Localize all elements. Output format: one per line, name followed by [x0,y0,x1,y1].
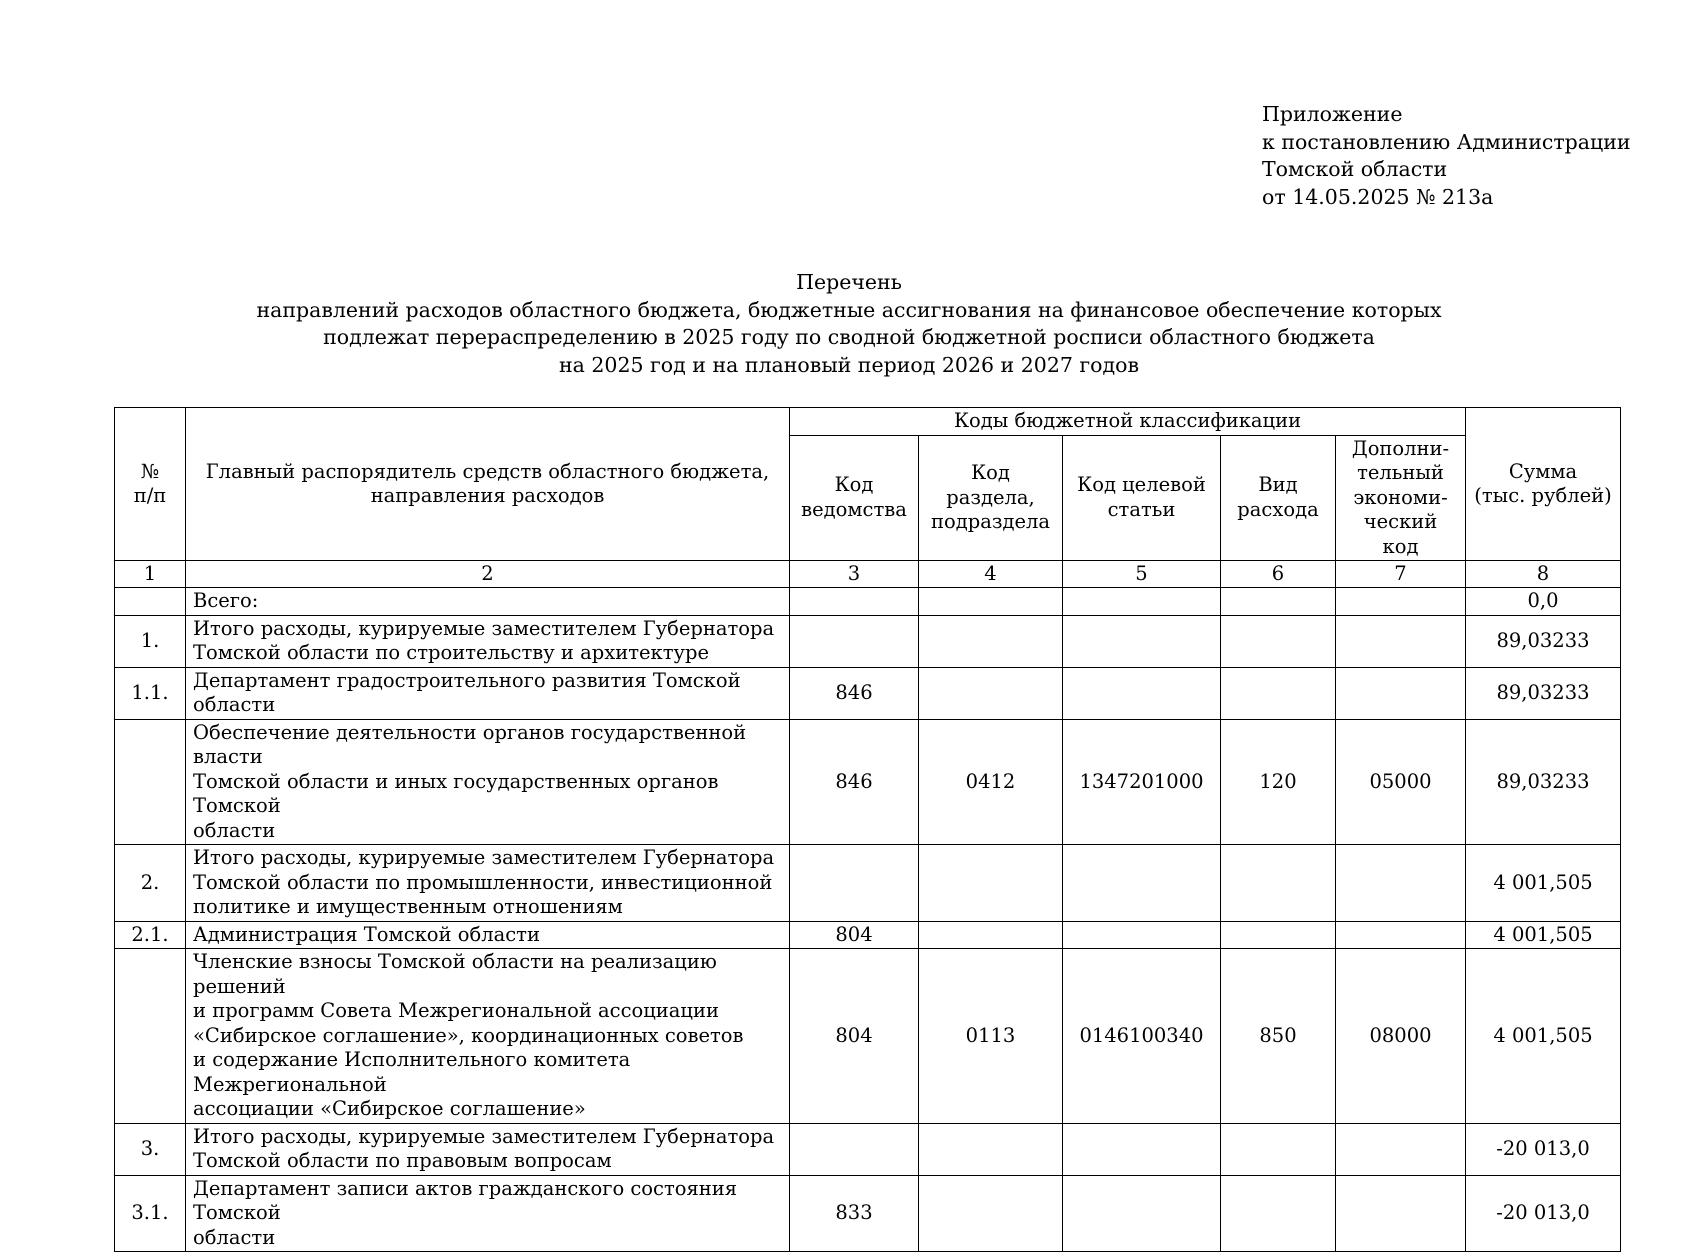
row-extra-code [1336,1123,1466,1175]
row-num: 2.1. [115,921,186,949]
row-target-code [1063,588,1221,616]
row-section-code [919,1123,1063,1175]
row-dept-code [790,845,919,922]
row-section-code [919,1175,1063,1252]
appendix-block [1262,101,1631,211]
row-dept-code [790,615,919,667]
column-number: 8 [1466,561,1621,588]
row-extra-code [1336,667,1466,719]
title-line: Перечень [796,270,902,294]
header-name: Главный распорядитель средств областного бюджета, направления расходов [186,408,790,561]
row-expense-type [1221,845,1336,922]
row-name: Обеспечение деятельности органов государственной власти Томской области и иных государственных органов Томской области [186,719,790,845]
header-num: № п/п [115,408,186,561]
table-row [115,615,1621,667]
row-name: Членские взносы Томской области на реализацию решений и программ Совета Межрегиональной ассоциации «Сибирское соглашение», координационных советов и содержание Исполнительного комитета Межрегиональной ассоциации «Сибирское соглашение» [186,949,790,1124]
header-expense-type: Вид расхода [1221,435,1336,561]
row-target-code [1063,615,1221,667]
row-extra-code [1336,615,1466,667]
column-number: 2 [186,561,790,588]
row-dept-code: 804 [790,949,919,1124]
row-sum: 4 001,505 [1466,921,1621,949]
table-row [115,588,1621,616]
row-expense-type [1221,1175,1336,1252]
row-dept-code: 846 [790,719,919,845]
table-row [115,1175,1621,1252]
row-section-code [919,615,1063,667]
row-extra-code: 05000 [1336,719,1466,845]
column-number: 5 [1063,561,1221,588]
table-row [115,949,1621,1124]
table-row [115,667,1621,719]
appendix-line: Томской области [1262,157,1448,181]
row-sum: 4 001,505 [1466,949,1621,1124]
column-number: 6 [1221,561,1336,588]
row-expense-type: 850 [1221,949,1336,1124]
row-extra-code [1336,588,1466,616]
column-number-row [115,561,1621,588]
row-sum: -20 013,0 [1466,1123,1621,1175]
row-sum: 89,03233 [1466,615,1621,667]
row-num: 1.1. [115,667,186,719]
row-dept-code [790,1123,919,1175]
table-row [115,719,1621,845]
row-target-code [1063,921,1221,949]
row-num: 1. [115,615,186,667]
title-line: на 2025 год и на плановый период 2026 и 2027 годов [558,352,1140,377]
row-target-code: 0146100340 [1063,949,1221,1124]
document-title [0,269,1698,379]
row-dept-code [790,588,919,616]
header-codes-group: Коды бюджетной классификации [790,408,1466,436]
row-expense-type [1221,588,1336,616]
row-expense-type [1221,1123,1336,1175]
table-row [115,921,1621,949]
row-expense-type [1221,615,1336,667]
row-name: Итого расходы, курируемые заместителем Губернатора Томской области по строительству и архитектуре [186,615,790,667]
table-row [115,1123,1621,1175]
row-target-code: 1347201000 [1063,719,1221,845]
header-section-code: Код раздела, подраздела [919,435,1063,561]
row-name: Департамент записи актов гражданского состояния Томской области [186,1175,790,1252]
row-target-code [1063,1175,1221,1252]
header-sum: Сумма (тыс. рублей) [1466,408,1621,561]
row-target-code [1063,845,1221,922]
header-dept-code: Код ведомства [790,435,919,561]
row-dept-code: 804 [790,921,919,949]
table-row [115,845,1621,922]
column-number: 4 [919,561,1063,588]
row-section-code [919,921,1063,949]
header-target-code: Код целевой статьи [1063,435,1221,561]
appendix-line: к постановлению Администрации [1262,129,1631,154]
row-num [115,949,186,1124]
row-num [115,719,186,845]
row-name: Администрация Томской области [186,921,790,949]
row-sum: 0,0 [1466,588,1621,616]
row-extra-code [1336,921,1466,949]
row-section-code [919,588,1063,616]
row-sum: -20 013,0 [1466,1175,1621,1252]
row-dept-code: 833 [790,1175,919,1252]
row-name: Департамент градостроительного развития Томской области [186,667,790,719]
row-num: 2. [115,845,186,922]
row-num: 3. [115,1123,186,1175]
row-name: Итого расходы, курируемые заместителем Губернатора Томской области по правовым вопросам [186,1123,790,1175]
row-num [115,588,186,616]
appendix-line: Приложение [1262,102,1403,126]
row-section-code: 0412 [919,719,1063,845]
row-num: 3.1. [115,1175,186,1252]
row-expense-type [1221,667,1336,719]
appendix-line: от 14.05.2025 № 213а [1262,184,1494,209]
row-target-code [1063,1123,1221,1175]
title-line: подлежат перераспределению в 2025 году по сводной бюджетной росписи областного бюджета [323,325,1375,349]
row-section-code: 0113 [919,949,1063,1124]
row-section-code [919,667,1063,719]
row-section-code [919,845,1063,922]
row-target-code [1063,667,1221,719]
row-expense-type: 120 [1221,719,1336,845]
row-name: Итого расходы, курируемые заместителем Губернатора Томской области по промышленности, инвестиционной политике и имущественным отношениям [186,845,790,922]
column-number: 3 [790,561,919,588]
header-extra-code: Дополни- тельный экономи- ческий код [1336,435,1466,561]
column-number: 1 [115,561,186,588]
budget-table [114,407,1621,1252]
row-extra-code [1336,1175,1466,1252]
row-sum: 4 001,505 [1466,845,1621,922]
row-extra-code: 08000 [1336,949,1466,1124]
row-sum: 89,03233 [1466,719,1621,845]
row-dept-code: 846 [790,667,919,719]
row-extra-code [1336,845,1466,922]
row-expense-type [1221,921,1336,949]
row-sum: 89,03233 [1466,667,1621,719]
row-name: Всего: [186,588,790,616]
column-number: 7 [1336,561,1466,588]
title-line: направлений расходов областного бюджета, бюджетные ассигнования на финансовое обеспечение которых [256,297,1442,322]
